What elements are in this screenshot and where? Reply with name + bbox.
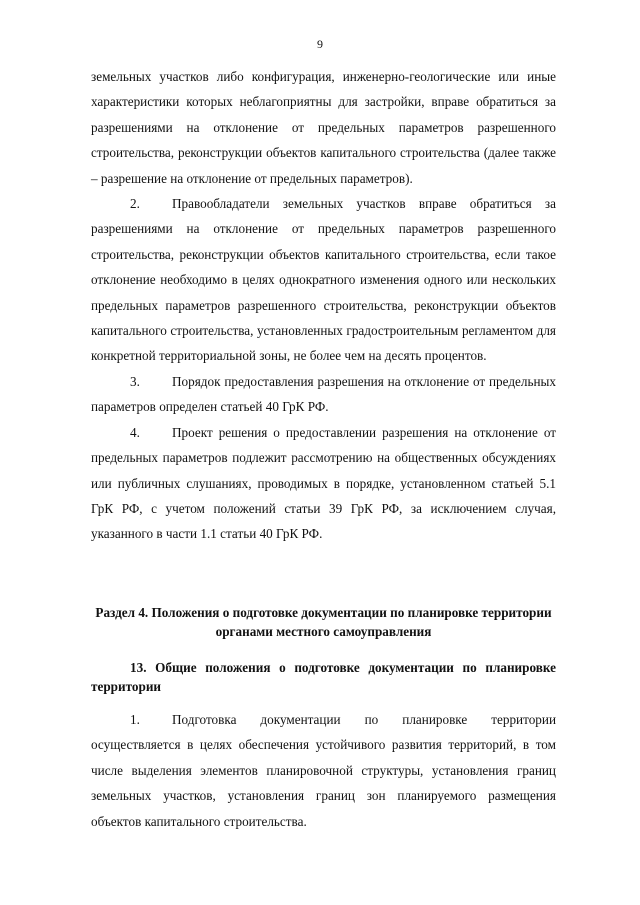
paragraph-continuation: земельных участков либо конфигурация, инженерно-геологические или иные характеристики которых неблагоприятны для застройки, вправе обратиться за разрешениями на отклонение от предельных параметров разрешенного строительства, реконструкции объектов капитального строительства (далее также – разрешение на отклонение от предельных параметров). xyxy=(91,69,556,186)
paragraph-item-2 xyxy=(91,191,556,369)
item-text: Порядок предоставления разрешения на отклонение от предельных параметров определен статьей 40 ГрК РФ. xyxy=(91,373,556,415)
item-text: Подготовка документации по планировке территории осуществляется в целях обеспечения устойчивого развития территорий, в том числе выделения элементов планировочной структуры, установления границ земельных участков, установления границ зон планируемого размещения объектов капитального строительства. xyxy=(91,712,556,829)
item-number: 1. xyxy=(130,712,140,727)
item-number: 4. xyxy=(130,424,140,440)
item-number: 3. xyxy=(130,373,140,389)
subsection-heading-text: 13. Общие положения о подготовке документации по планировке территории xyxy=(91,660,556,694)
section-heading: Раздел 4. Положения о подготовке документации по планировке территории органами местного самоуправления xyxy=(95,605,552,639)
paragraph-item-4 xyxy=(91,420,556,547)
page-number: 9 xyxy=(317,37,323,51)
item-number: 2. xyxy=(130,196,140,212)
item-text: Правообладатели земельных участков вправе обратиться за разрешениями на отклонение от предельных параметров разрешенного строительства, реконструкции объектов капитального строительства, если такое отклонение необходимо в целях однократного изменения одного или нескольких предельных параметров разрешенного строительства, реконструкции объектов капитального строительства, установленных градостроительным регламентом для конкретной территориальной зоны, не более чем на десять процентов. xyxy=(91,196,556,364)
paragraph-item-3 xyxy=(91,369,556,420)
paragraph-item-1 xyxy=(91,707,556,834)
subsection-heading xyxy=(91,659,556,696)
text-block-1 xyxy=(91,64,556,547)
item-text: Проект решения о предоставлении разрешения на отклонение от предельных параметров подлежит рассмотрению на общественных обсуждениях или публичных слушаниях, проводимых в порядке, установленном статьей 5.1 ГрК РФ, с учетом положений статьи 39 ГрК РФ, за исключением случая, указанного в части 1.1 статьи 40 ГрК РФ. xyxy=(91,424,556,542)
text-block-2 xyxy=(91,707,556,834)
